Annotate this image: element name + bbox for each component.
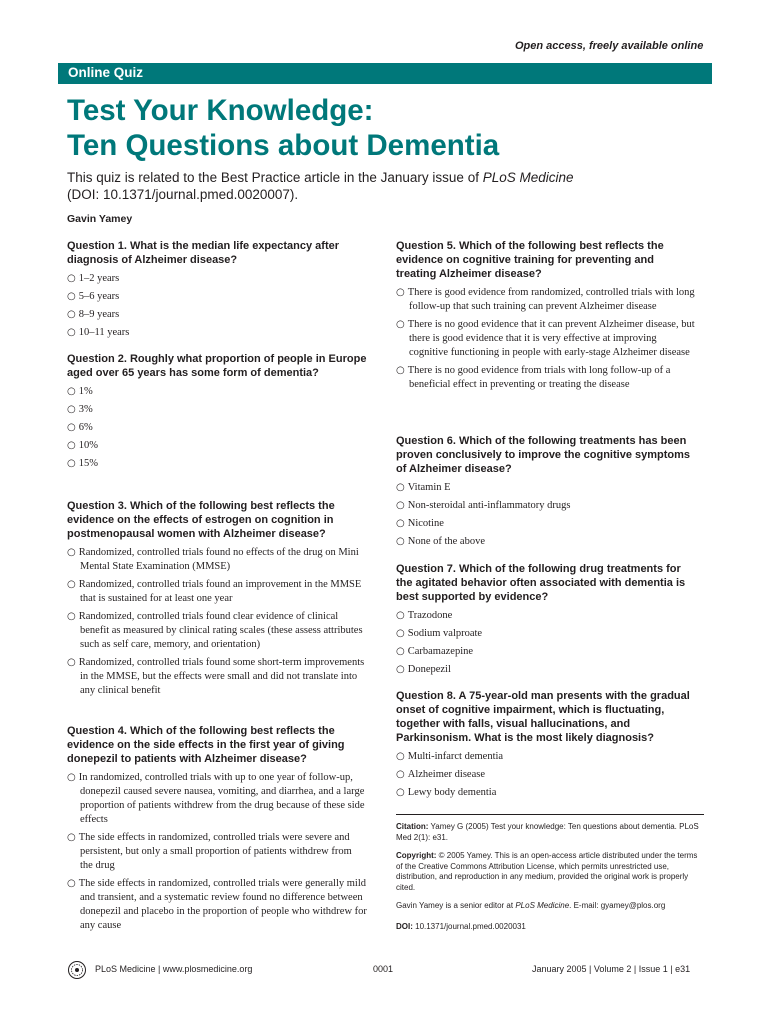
answer-option[interactable]: ○ 3% bbox=[67, 404, 93, 415]
radio-circle-icon: ○ bbox=[396, 482, 405, 493]
author-name: Gavin Yamey bbox=[67, 213, 133, 225]
question-8 bbox=[396, 689, 696, 804]
question-heading: Question 5. Which of the following best reflects the evidence on cognitive training for preventing and treating Alzheimer disease? bbox=[396, 240, 664, 280]
radio-circle-icon: ○ bbox=[67, 458, 76, 469]
banner-label: Online Quiz bbox=[68, 65, 144, 80]
answer-option[interactable]: ○ Alzheimer disease bbox=[396, 769, 485, 780]
footer-page-number: 0001 bbox=[373, 964, 394, 974]
radio-circle-icon: ○ bbox=[67, 404, 76, 415]
plos-logo-icon bbox=[67, 960, 87, 980]
answer-option[interactable]: ○ Randomized, controlled trials found an improvement in the MMSE that is sustained for at least one year bbox=[67, 579, 362, 604]
copyright-body: © 2005 Yamey. This is an open-access article distributed under the terms of the Creative Commons Attribution License, which permits unrestricted use, distribution, and reproduction in any medium, provided the original work is properly cited. bbox=[396, 851, 698, 892]
question-7 bbox=[396, 562, 696, 681]
question-heading: Question 1. What is the median life expectancy after diagnosis of Alzheimer disease? bbox=[67, 240, 340, 266]
radio-circle-icon: ○ bbox=[396, 500, 405, 511]
question-1 bbox=[67, 239, 367, 344]
question-heading: Question 3. Which of the following best reflects the evidence on the effects of estrogen on cognition in postmenopausal women with Alzheimer disease? bbox=[67, 500, 335, 540]
intro-post: (DOI: 10.1371/journal.pmed.0020007). bbox=[67, 187, 299, 202]
answer-option[interactable]: ○ Randomized, controlled trials found no effects of the drug on Mini Mental State Examination (MMSE) bbox=[67, 547, 359, 572]
radio-circle-icon: ○ bbox=[396, 646, 405, 657]
answer-option[interactable]: ○ Multi-infarct dementia bbox=[396, 751, 504, 762]
radio-circle-icon: ○ bbox=[67, 611, 76, 622]
editor-note: Gavin Yamey is a senior editor at PLoS Medicine. E-mail: gyamey@plos.org bbox=[396, 901, 666, 910]
radio-circle-icon: ○ bbox=[396, 518, 405, 529]
answer-option[interactable]: ○ 6% bbox=[67, 422, 93, 433]
radio-circle-icon: ○ bbox=[67, 547, 76, 558]
answer-option[interactable]: ○ The side effects in randomized, controlled trials were severe and persistent, but only a small proportion of patients withdrew from the drug bbox=[67, 832, 352, 871]
radio-circle-icon: ○ bbox=[67, 291, 76, 302]
title-line-1: Test Your Knowledge: bbox=[67, 94, 374, 127]
radio-circle-icon: ○ bbox=[67, 422, 76, 433]
answer-option[interactable]: ○ Donepezil bbox=[396, 664, 451, 675]
question-4 bbox=[67, 724, 367, 937]
question-3 bbox=[67, 499, 367, 702]
radio-circle-icon: ○ bbox=[396, 610, 405, 621]
answer-option[interactable]: ○ Carbamazepine bbox=[396, 646, 474, 657]
radio-circle-icon: ○ bbox=[396, 287, 405, 298]
radio-circle-icon: ○ bbox=[67, 579, 76, 590]
question-heading: Question 4. Which of the following best reflects the evidence on the side effects in the first year of giving donepezil to patients with Alzheimer disease? bbox=[67, 725, 345, 765]
answer-option[interactable]: ○ 5–6 years bbox=[67, 291, 120, 302]
question-6 bbox=[396, 434, 696, 553]
answer-option[interactable]: ○ There is no good evidence that it can prevent Alzheimer disease, but there is good evidence that it is very effective at improving cognitive functioning in people with early-stage Alzheimer disease bbox=[396, 319, 695, 358]
citation-text bbox=[396, 822, 704, 843]
radio-circle-icon: ○ bbox=[396, 628, 405, 639]
question-heading: Question 2. Roughly what proportion of people in Europe aged over 65 years has some form of dementia? bbox=[67, 353, 367, 379]
radio-circle-icon: ○ bbox=[396, 365, 405, 376]
footer-journal: PLoS Medicine | www.plosmedicine.org bbox=[95, 964, 253, 974]
answer-option[interactable]: ○ Non-steroidal anti-inflammatory drugs bbox=[396, 500, 571, 511]
radio-circle-icon: ○ bbox=[67, 878, 76, 889]
answer-option[interactable]: ○ Nicotine bbox=[396, 518, 444, 529]
answer-option[interactable]: ○ 1–2 years bbox=[67, 273, 120, 284]
citation-label: Citation: bbox=[396, 822, 429, 831]
radio-circle-icon: ○ bbox=[67, 832, 76, 843]
radio-circle-icon: ○ bbox=[67, 772, 76, 783]
answer-option[interactable]: ○ Randomized, controlled trials found some short-term improvements in the MMSE, but the effects were small and did not translate into any clinical benefit bbox=[67, 657, 365, 696]
radio-circle-icon: ○ bbox=[67, 440, 76, 451]
question-heading: Question 8. A 75-year-old man presents with the gradual onset of cognitive impairment, which is fluctuating, together with falls, visual hallucinations, and Parkinsonism. What is the most likely diagnosis? bbox=[396, 690, 690, 744]
answer-option[interactable]: ○ 15% bbox=[67, 458, 98, 469]
radio-circle-icon: ○ bbox=[67, 309, 76, 320]
answer-option[interactable]: ○ There is good evidence from randomized, controlled trials with long follow-up that such training can prevent Alzheimer disease bbox=[396, 287, 695, 312]
intro-journal: PLoS Medicine bbox=[482, 170, 574, 185]
radio-circle-icon: ○ bbox=[67, 386, 76, 397]
answer-option[interactable]: ○ Vitamin E bbox=[396, 482, 451, 493]
radio-circle-icon: ○ bbox=[67, 657, 76, 668]
answer-option[interactable]: ○ Randomized, controlled trials found clear evidence of clinical benefit as measured by clinical rating scales (these assess attributes such as self care, memory, and orientation) bbox=[67, 611, 363, 650]
answer-option[interactable]: ○ Sodium valproate bbox=[396, 628, 483, 639]
radio-circle-icon: ○ bbox=[396, 751, 405, 762]
question-heading: Question 7. Which of the following drug treatments for the agitated behavior often associated with dementia is best supported by evidence? bbox=[396, 563, 686, 603]
question-heading: Question 6. Which of the following treatments has been proven conclusively to improve the cognitive symptoms of Alzheimer disease? bbox=[396, 435, 691, 475]
answer-option[interactable]: ○ 10% bbox=[67, 440, 98, 451]
citation-body: Yamey G (2005) Test your knowledge: Ten questions about dementia. PLoS Med 2(1): e31. bbox=[396, 822, 699, 842]
page-title bbox=[67, 93, 499, 163]
radio-circle-icon: ○ bbox=[396, 536, 405, 547]
answer-option[interactable]: ○ Trazodone bbox=[396, 610, 453, 621]
copyright-text bbox=[396, 851, 704, 893]
radio-circle-icon: ○ bbox=[396, 787, 405, 798]
answer-option[interactable]: ○ 10–11 years bbox=[67, 327, 130, 338]
answer-option[interactable]: ○ In randomized, controlled trials with up to one year of follow-up, donepezil caused severe nausea, vomiting, and diarrhea, and a large proportion of patients withdrew from the drug because of these side effects bbox=[67, 772, 365, 825]
intro-text bbox=[67, 169, 627, 203]
answer-option[interactable]: ○ Lewy body dementia bbox=[396, 787, 497, 798]
intro-pre: This quiz is related to the Best Practice article in the January issue of bbox=[67, 170, 483, 185]
doi-label: DOI: bbox=[396, 922, 413, 931]
answer-option[interactable]: ○ None of the above bbox=[396, 536, 485, 547]
question-2 bbox=[67, 352, 367, 475]
answer-option[interactable]: ○ There is no good evidence from trials with long follow-up of a beneficial effect in preventing or treating the disease bbox=[396, 365, 671, 390]
answer-option[interactable]: ○ 1% bbox=[67, 386, 93, 397]
doi-text bbox=[396, 922, 704, 933]
title-line-2: Ten Questions about Dementia bbox=[67, 129, 500, 162]
doi-value: 10.1371/journal.pmed.0020031 bbox=[412, 922, 526, 931]
radio-circle-icon: ○ bbox=[396, 664, 405, 675]
citation-divider bbox=[396, 814, 704, 815]
footer-issue: January 2005 | Volume 2 | Issue 1 | e31 bbox=[532, 964, 691, 974]
copyright-label: Copyright: bbox=[396, 851, 437, 860]
answer-option[interactable]: ○ 8–9 years bbox=[67, 309, 120, 320]
answer-option[interactable]: ○ The side effects in randomized, controlled trials were generally mild and transient, and a systematic review found no difference between donepezil and placebo in the proportion of people who withdrew for any cause bbox=[67, 878, 367, 931]
radio-circle-icon: ○ bbox=[396, 769, 405, 780]
radio-circle-icon: ○ bbox=[396, 319, 405, 330]
radio-circle-icon: ○ bbox=[67, 327, 76, 338]
editor-journal: PLoS Medicine bbox=[515, 901, 570, 910]
open-access-note: Open access, freely available online bbox=[515, 40, 704, 52]
section-banner bbox=[58, 63, 712, 84]
question-5 bbox=[396, 239, 696, 396]
radio-circle-icon: ○ bbox=[67, 273, 76, 284]
